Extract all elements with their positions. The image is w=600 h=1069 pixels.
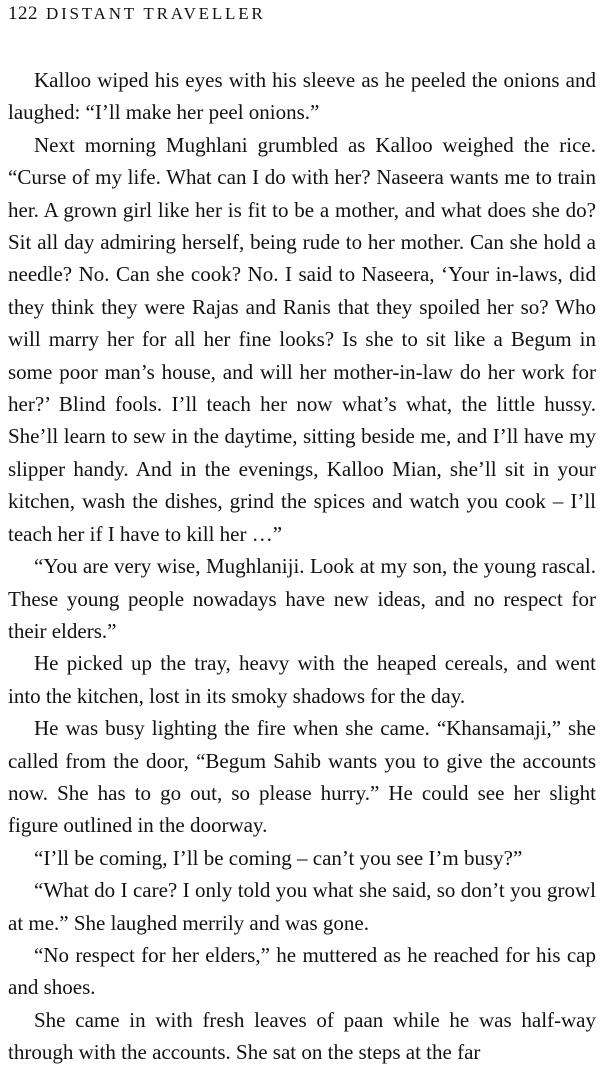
paragraph: “I’ll be coming, I’ll be coming – can’t you see I’m busy?” [34,845,523,870]
paragraph: “No respect for her elders,” he muttered as he reached for his cap and shoes. [8,942,596,1000]
paragraph: “What do I care? I only told you what she said, so don’t you growl at me.” She laughed merrily and was gone. [8,878,596,935]
paragraph: “You are very wise, Mughlaniji. Look at my son, the young rascal. These young people nowadays have new ideas, and no respect for their elders.” [8,554,596,643]
paragraph: Next morning Mughlani grumbled as Kalloo weighed the rice. “Curse of my life. What can I do with her? Naseera wants me to train her. A grown girl like her is fit to be a mother, and what does she do? Sit all day admiring herself, being rude to her mother. Can she hold a needle? No. Can she cook? No. I said to Naseera, ‘Your in-laws, did they think they were Rajas and Ranis that they spoiled her so? Who will marry her for all her fine looks? Is she to sit like a Begum in some poor man’s house, and will her mother-in-law do her work for her?’ Blind fools. I’ll teach her now what’s what, the little hussy. She’ll learn to sew in the daytime, sitting beside me, and I’ll have my slipper handy. And in the evenings, Kalloo Mian, she’ll sit in your kitchen, wash the dishes, grind the spices and watch you cook – I’ll teach her if I have to kill her …” [8,132,596,546]
paragraph: He picked up the tray, heavy with the heaped cereals, and went into the kitchen, lost in its smoky shadows for the day. [8,651,596,708]
running-title: DISTANT TRAVELLER [46,4,266,23]
body-text [8,64,596,1069]
paragraph: He was busy lighting the fire when she came. “Khansamaji,” she called from the door, “Begum Sahib wants you to give the accounts now. She has to go out, so please hurry.” He could see her slight figure outlined in the doorway. [8,716,596,838]
paragraph: She came in with fresh leaves of paan while he was half-way through with the accounts. She sat on the steps at the far [8,1007,596,1065]
running-head [8,2,596,26]
paragraph: Kalloo wiped his eyes with his sleeve as he peeled the onions and laughed: “I’ll make her peel onions.” [8,68,596,125]
page-number: 122 [8,3,38,24]
